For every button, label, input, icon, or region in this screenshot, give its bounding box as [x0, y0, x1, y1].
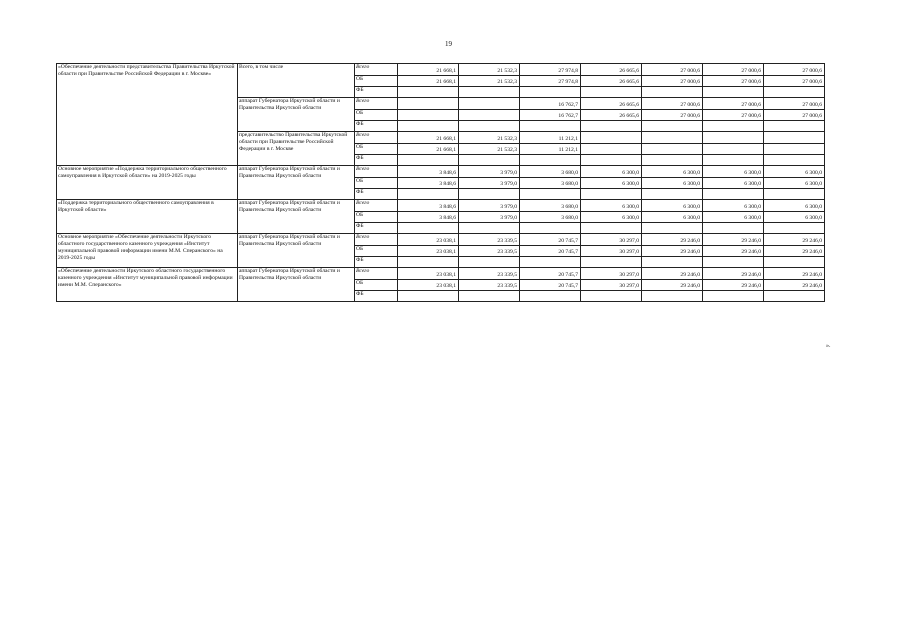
amount-cell	[398, 291, 459, 302]
amount-cell: 16 762,7	[520, 98, 581, 110]
amount-cell: 27 000,6	[642, 64, 703, 76]
amount-cell: 6 300,0	[581, 178, 642, 189]
funding-source-cell: Всего	[355, 234, 398, 246]
amount-cell: 29 246,0	[703, 268, 764, 280]
amount-cell	[520, 257, 581, 268]
executor-cell: Всего, в том числе	[238, 64, 355, 98]
amount-cell: 30 297,0	[581, 246, 642, 257]
amount-cell: 26 665,6	[581, 98, 642, 110]
amount-cell	[642, 189, 703, 200]
amount-cell	[520, 291, 581, 302]
amount-cell	[642, 257, 703, 268]
amount-cell: 27 000,6	[764, 76, 825, 87]
amount-cell: 30 297,0	[581, 280, 642, 291]
amount-cell	[581, 189, 642, 200]
amount-cell: 23 038,1	[398, 246, 459, 257]
amount-cell	[642, 121, 703, 132]
table-row	[57, 234, 825, 246]
amount-cell: 30 297,0	[581, 234, 642, 246]
funding-source-cell: Всего	[355, 64, 398, 76]
amount-cell: 30 297,0	[581, 268, 642, 280]
funding-source-cell: ОБ	[355, 76, 398, 87]
funding-source-cell: ОБ	[355, 110, 398, 121]
funding-source-cell: Всего	[355, 200, 398, 212]
amount-cell: 11 212,1	[520, 144, 581, 155]
amount-cell	[764, 87, 825, 98]
amount-cell: 6 300,0	[642, 200, 703, 212]
amount-cell	[764, 132, 825, 144]
funding-source-cell: ФБ	[355, 291, 398, 302]
amount-cell: 3 848,6	[398, 166, 459, 178]
amount-cell: 27 000,6	[764, 110, 825, 121]
amount-cell	[581, 144, 642, 155]
amount-cell: 27 000,6	[703, 64, 764, 76]
amount-cell: 3 848,6	[398, 178, 459, 189]
amount-cell	[581, 132, 642, 144]
amount-cell	[459, 223, 520, 234]
amount-cell: 21 668,1	[398, 144, 459, 155]
amount-cell: 3 680,0	[520, 200, 581, 212]
amount-cell	[642, 223, 703, 234]
amount-cell	[703, 291, 764, 302]
amount-cell: 21 532,3	[459, 132, 520, 144]
amount-cell: 23 339,5	[459, 280, 520, 291]
amount-cell: 23 339,5	[459, 246, 520, 257]
amount-cell: 11 212,1	[520, 132, 581, 144]
executor-cell: аппарат Губернатора Иркутской области и Правительства Иркутской области	[238, 166, 355, 200]
amount-cell: 26 665,6	[581, 64, 642, 76]
amount-cell	[398, 110, 459, 121]
closing-quote-mark: ».	[826, 343, 831, 349]
amount-cell: 27 000,6	[764, 64, 825, 76]
amount-cell: 23 038,1	[398, 280, 459, 291]
amount-cell: 21 668,1	[398, 132, 459, 144]
amount-cell	[764, 121, 825, 132]
table-row	[57, 166, 825, 178]
amount-cell: 3 979,0	[459, 166, 520, 178]
amount-cell	[703, 121, 764, 132]
amount-cell: 3 680,0	[520, 166, 581, 178]
amount-cell: 20 745,7	[520, 246, 581, 257]
amount-cell: 27 974,8	[520, 76, 581, 87]
amount-cell: 3 848,6	[398, 212, 459, 223]
amount-cell	[642, 132, 703, 144]
amount-cell: 6 300,0	[581, 200, 642, 212]
amount-cell	[459, 87, 520, 98]
amount-cell	[459, 291, 520, 302]
amount-cell: 29 246,0	[764, 234, 825, 246]
amount-cell	[459, 121, 520, 132]
amount-cell	[398, 257, 459, 268]
funding-source-cell: ОБ	[355, 246, 398, 257]
funding-source-cell: ФБ	[355, 257, 398, 268]
amount-cell	[764, 291, 825, 302]
amount-cell	[703, 144, 764, 155]
page-number: 19	[445, 40, 452, 48]
amount-cell	[642, 291, 703, 302]
table-row	[57, 200, 825, 212]
amount-cell	[642, 155, 703, 166]
amount-cell	[703, 257, 764, 268]
funding-source-cell: ФБ	[355, 155, 398, 166]
amount-cell: 27 000,6	[642, 98, 703, 110]
amount-cell	[581, 223, 642, 234]
executor-cell: аппарат Губернатора Иркутской области и Правительства Иркутской области	[238, 98, 355, 132]
amount-cell: 27 000,6	[703, 98, 764, 110]
amount-cell	[459, 98, 520, 110]
amount-cell	[764, 223, 825, 234]
funding-source-cell: ФБ	[355, 121, 398, 132]
amount-cell: 3 979,0	[459, 178, 520, 189]
amount-cell	[703, 155, 764, 166]
amount-cell: 29 246,0	[642, 268, 703, 280]
amount-cell: 6 300,0	[703, 178, 764, 189]
amount-cell: 29 246,0	[642, 246, 703, 257]
amount-cell: 3 848,6	[398, 200, 459, 212]
amount-cell	[581, 87, 642, 98]
amount-cell: 6 300,0	[764, 166, 825, 178]
amount-cell	[764, 189, 825, 200]
measure-title-cell: Основное мероприятие «Обеспечение деятельности Иркутского областного государственного казенного учреждения «Институт муниципальной правовой информации имени М.М. Сперанского» на 2019-2025 годы	[57, 234, 238, 268]
amount-cell	[398, 189, 459, 200]
amount-cell	[764, 257, 825, 268]
amount-cell: 3 680,0	[520, 212, 581, 223]
amount-cell: 6 300,0	[764, 212, 825, 223]
funding-source-cell: ФБ	[355, 223, 398, 234]
amount-cell	[764, 155, 825, 166]
amount-cell	[459, 189, 520, 200]
executor-cell: аппарат Губернатора Иркутской области и Правительства Иркутской области	[238, 200, 355, 234]
measure-title-cell: «Обеспечение деятельности Иркутского областного государственного казенного учреждения «Институт муниципальной правовой информации имени М.М. Сперанского»	[57, 268, 238, 302]
measure-title-cell: «Поддержка территориального общественного самоуправления в Иркутской области»	[57, 200, 238, 234]
amount-cell	[703, 132, 764, 144]
amount-cell: 6 300,0	[764, 178, 825, 189]
amount-cell: 3 979,0	[459, 212, 520, 223]
amount-cell	[642, 87, 703, 98]
executor-cell: представительство Правительства Иркутской области при Правительстве Российской Федерации в г. Москве	[238, 132, 355, 166]
amount-cell	[642, 144, 703, 155]
measure-title-cell: Основное мероприятие «Поддержка территориального общественного самоуправления в Иркутской области» на 2019-2025 годы	[57, 166, 238, 200]
budget-table	[56, 63, 825, 302]
amount-cell: 21 668,1	[398, 76, 459, 87]
amount-cell: 29 246,0	[764, 268, 825, 280]
amount-cell: 27 000,6	[642, 110, 703, 121]
amount-cell	[581, 155, 642, 166]
amount-cell	[459, 257, 520, 268]
amount-cell: 6 300,0	[764, 200, 825, 212]
amount-cell	[520, 87, 581, 98]
funding-source-cell: ФБ	[355, 189, 398, 200]
amount-cell	[703, 223, 764, 234]
amount-cell	[764, 144, 825, 155]
amount-cell: 21 532,3	[459, 76, 520, 87]
amount-cell: 27 000,6	[642, 76, 703, 87]
funding-source-cell: ОБ	[355, 212, 398, 223]
amount-cell: 6 300,0	[581, 212, 642, 223]
amount-cell: 21 532,3	[459, 64, 520, 76]
executor-cell: аппарат Губернатора Иркутской области и Правительства Иркутской области	[238, 234, 355, 268]
amount-cell: 6 300,0	[703, 200, 764, 212]
amount-cell: 16 762,7	[520, 110, 581, 121]
amount-cell: 23 038,1	[398, 268, 459, 280]
amount-cell: 23 038,1	[398, 234, 459, 246]
amount-cell: 26 665,6	[581, 76, 642, 87]
amount-cell: 23 339,5	[459, 234, 520, 246]
amount-cell	[581, 121, 642, 132]
amount-cell: 29 246,0	[642, 280, 703, 291]
amount-cell	[398, 155, 459, 166]
amount-cell	[703, 189, 764, 200]
amount-cell: 29 246,0	[764, 246, 825, 257]
amount-cell	[459, 155, 520, 166]
funding-source-cell: ФБ	[355, 87, 398, 98]
amount-cell: 23 339,5	[459, 268, 520, 280]
amount-cell: 27 974,8	[520, 64, 581, 76]
funding-source-cell: Всего	[355, 268, 398, 280]
amount-cell	[398, 121, 459, 132]
executor-cell: аппарат Губернатора Иркутской области и Правительства Иркутской области	[238, 268, 355, 302]
amount-cell	[398, 98, 459, 110]
amount-cell	[581, 257, 642, 268]
funding-source-cell: Всего	[355, 166, 398, 178]
funding-source-cell: ОБ	[355, 178, 398, 189]
amount-cell	[398, 87, 459, 98]
amount-cell: 6 300,0	[642, 212, 703, 223]
amount-cell: 27 000,6	[764, 98, 825, 110]
amount-cell: 27 000,6	[703, 110, 764, 121]
amount-cell: 3 979,0	[459, 200, 520, 212]
amount-cell: 20 745,7	[520, 280, 581, 291]
amount-cell: 6 300,0	[581, 166, 642, 178]
amount-cell: 29 246,0	[703, 246, 764, 257]
amount-cell: 29 246,0	[703, 234, 764, 246]
funding-source-cell: ОБ	[355, 280, 398, 291]
amount-cell: 26 665,6	[581, 110, 642, 121]
funding-source-cell: Всего	[355, 132, 398, 144]
amount-cell: 6 300,0	[642, 178, 703, 189]
table-row	[57, 64, 825, 76]
funding-source-cell: Всего	[355, 98, 398, 110]
amount-cell: 21 668,1	[398, 64, 459, 76]
amount-cell	[459, 110, 520, 121]
amount-cell: 27 000,6	[703, 76, 764, 87]
amount-cell: 6 300,0	[642, 166, 703, 178]
amount-cell: 29 246,0	[764, 280, 825, 291]
table-body	[57, 64, 825, 302]
table-row	[57, 268, 825, 280]
funding-source-cell: ОБ	[355, 144, 398, 155]
amount-cell: 3 680,0	[520, 178, 581, 189]
amount-cell	[520, 189, 581, 200]
amount-cell: 29 246,0	[703, 280, 764, 291]
amount-cell: 20 745,7	[520, 268, 581, 280]
amount-cell: 6 300,0	[703, 212, 764, 223]
amount-cell	[520, 121, 581, 132]
amount-cell	[703, 87, 764, 98]
measure-title-cell: «Обеспечение деятельности представительства Правительства Иркутской области при Правительстве Российской Федерации в г. Москве»	[57, 64, 238, 166]
amount-cell	[581, 291, 642, 302]
amount-cell: 20 745,7	[520, 234, 581, 246]
amount-cell	[520, 223, 581, 234]
amount-cell: 21 532,3	[459, 144, 520, 155]
amount-cell	[520, 155, 581, 166]
amount-cell: 29 246,0	[642, 234, 703, 246]
amount-cell	[398, 223, 459, 234]
amount-cell: 6 300,0	[703, 166, 764, 178]
